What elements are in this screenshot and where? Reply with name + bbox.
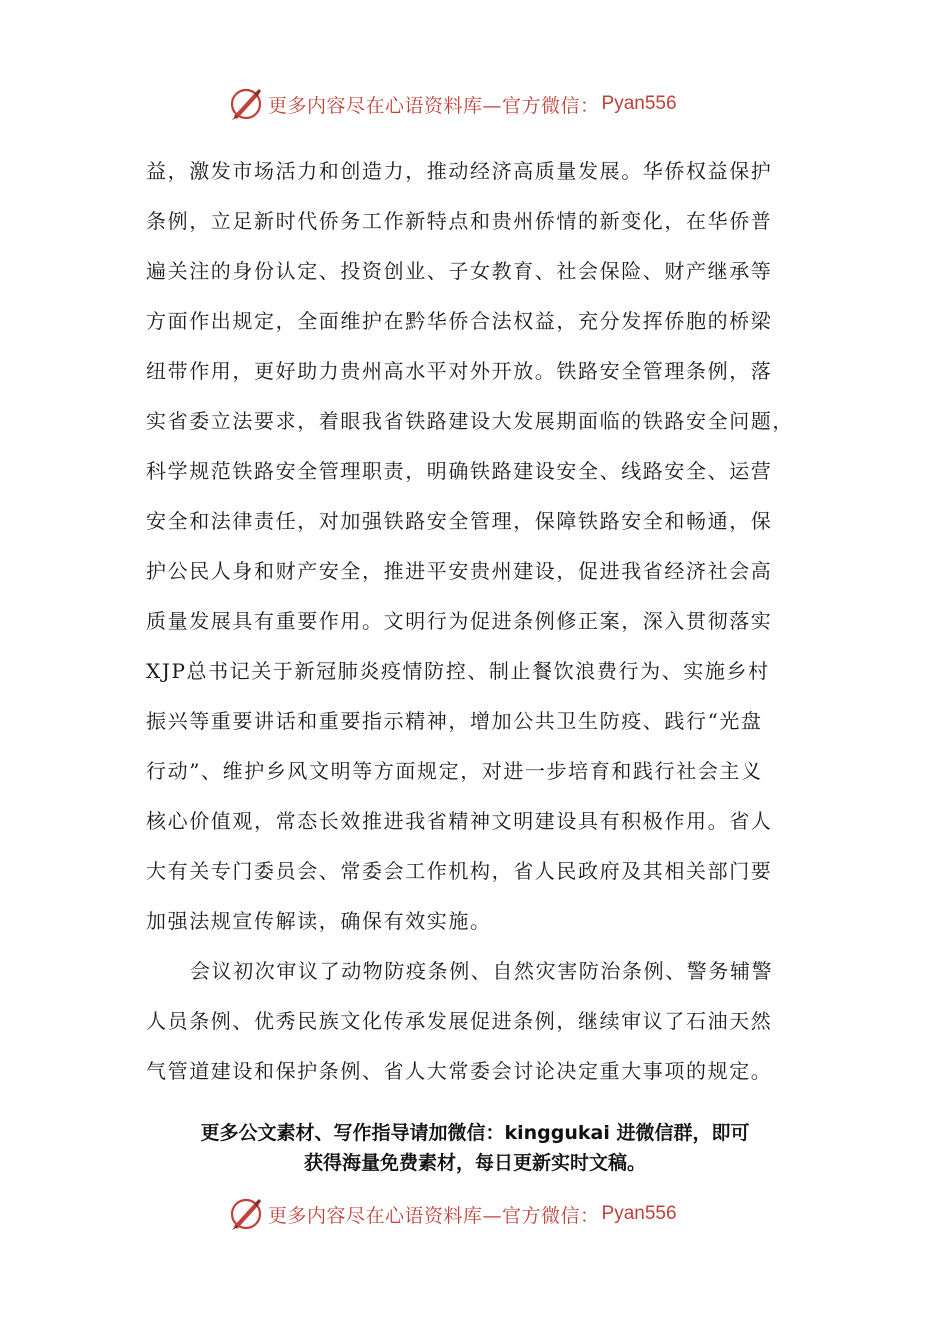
promo-line: 获得海量免费素材，每日更新实时文稿。 <box>303 1152 646 1174</box>
promo-notice <box>100 1118 850 1178</box>
footer-banner <box>228 1194 677 1234</box>
paragraph-line: 护公民人身和财产安全，推进平安贵州建设，促进我省经济社会高 <box>146 559 773 583</box>
paragraph-line: 科学规范铁路安全管理职责，明确铁路建设安全、线路安全、运营 <box>146 459 773 483</box>
wechat-id: Pyan556 <box>601 1203 677 1224</box>
paragraph-line: 条例，立足新时代侨务工作新特点和贵州侨情的新变化，在华侨普 <box>146 209 773 233</box>
paragraph-line: 方面作出规定，全面维护在黔华侨合法权益，充分发挥侨胞的桥梁 <box>146 309 773 333</box>
paragraph-line: 人员条例、优秀民族文化传承发展促进条例，继续审议了石油天然 <box>146 1009 773 1033</box>
pen-logo-icon <box>228 1196 264 1232</box>
banner-text: 更多内容尽在心语资料库—官方微信： <box>268 94 600 117</box>
wechat-id: Pyan556 <box>601 93 677 114</box>
promo-line: 更多公文素材、写作指导请加微信：kinggukai 进微信群，即可 <box>200 1122 750 1144</box>
paragraph-line: 会议初次审议了动物防疫条例、自然灾害防治条例、警务辅警 <box>190 959 774 983</box>
header-banner <box>228 84 677 124</box>
paragraph-line: XJP总书记关于新冠肺炎疫情防控、制止餐饮浪费行为、实施乡村 <box>146 659 770 683</box>
paragraph-line: 质量发展具有重要作用。文明行为促进条例修正案，深入贯彻落实 <box>146 609 773 633</box>
paragraph-line: 遍关注的身份认定、投资创业、子女教育、社会保险、财产继承等 <box>146 259 773 283</box>
article-body <box>146 146 818 1096</box>
paragraph-line: 纽带作用，更好助力贵州高水平对外开放。铁路安全管理条例，落 <box>146 359 773 383</box>
pen-logo-icon <box>228 86 264 122</box>
paragraph-line: 行动”、维护乡风文明等方面规定，对进一步培育和践行社会主义 <box>146 759 763 783</box>
paragraph-line: 安全和法律责任，对加强铁路安全管理，保障铁路安全和畅通，保 <box>146 509 773 533</box>
paragraph-line: 加强法规宣传解读，确保有效实施。 <box>146 909 492 933</box>
paragraph-line: 益，激发市场活力和创造力，推动经济高质量发展。华侨权益保护 <box>146 159 773 183</box>
paragraph-line: 实省委立法要求，着眼我省铁路建设大发展期面临的铁路安全问题， <box>146 409 794 433</box>
paragraph-line: 气管道建设和保护条例、省人大常委会讨论决定重大事项的规定。 <box>146 1059 773 1083</box>
paragraph-line: 振兴等重要讲话和重要指示精神，增加公共卫生防疫、践行“光盘 <box>146 709 763 733</box>
paragraph-line: 核心价值观，常态长效推进我省精神文明建设具有积极作用。省人 <box>146 809 773 833</box>
paragraph-line: 大有关专门委员会、常委会工作机构，省人民政府及其相关部门要 <box>146 859 773 883</box>
banner-text: 更多内容尽在心语资料库—官方微信： <box>268 1204 600 1227</box>
